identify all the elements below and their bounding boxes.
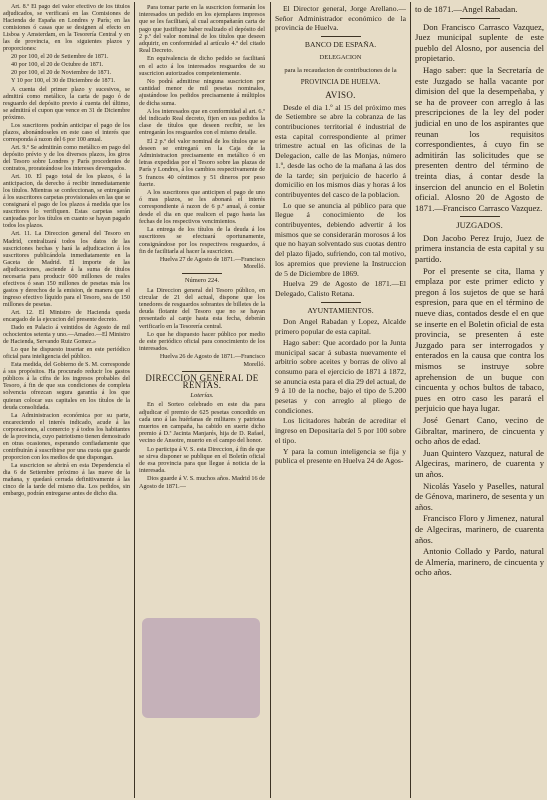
paragraph: Hago saber: que la Secretaría de este Juzgado se halla vacante por dimision del que la desempeñaba, y se ha de proveer con arreglo á las prescripciones de la ley del poder judicial en uno de los aspirantes que reunan los requisitos correspondientes, á cuyo fin se admitirán las solicitudes que se presenten dentro del término de treinta dias, á contar desde la insercion del anuncio en el Boletin oficial. Alosno 20 de Agosto de 1871.—Francisco Carrasco Vazquez.	[415, 64, 544, 213]
paragraph: José Genart Cano, vecino de Gibraltar, marinero, de cincuenta y ocho años de edad.	[415, 414, 544, 447]
section-heading-direction: DIRECCION GENERAL DE RENTAS.	[145, 372, 259, 390]
signature: Huelva 26 de Agosto de 1871.—Francisco Morelló.	[159, 353, 265, 368]
paragraph: Francisco Floro y Jimenez, natural de Algeciras, marinero, de cuarenta años.	[415, 513, 544, 545]
column-3	[272, 4, 409, 796]
paragraph: Y 10 por 100, el 30 de Diciembre de 1871.	[11, 78, 116, 85]
paragraph: Art. 11. La Direccion general del Tesoro en Madrid, centralizará todos los datos de las suscriciones hechas y hará la adjudicacion á los suscritores publicándola inmediatamente en la Gaceta de Madrid. El importe de las adjudicaciones, asciende á la suma de títulos necesaria para producir 600 millones de reales efectivos ó sean 150 millones de pesetas más los gastos y derechos de la emision, de manera que el ingreso efectivo líquido para el Tesoro, sea de 150 millones de pesetas.	[3, 231, 130, 308]
paragraph: Don Francisco Carrasco Vazquez, Juez municipal suplente de este pueblo del Alosno, por ausencia del propietario.	[415, 21, 544, 64]
paragraph: 40 por 100, el 20 de Octubre de 1871.	[11, 62, 104, 69]
paragraph: Lo que he dispuesto insertar en este periódico oficial para inteligencia del público.	[3, 347, 130, 361]
paragraph: Hago saber: Que acordado por la Junta municipal sacar á subasta nuevamente el arbitrio sobre aceites y borras de olivo al consumo para el ejercicio de 1871 á 1872, se anuncia esta para el dia 29 del actual, de 9 á 10 de la noche, bajo el tipo de 5.200 pesetas y con arreglo al pliego de condiciones.	[275, 337, 406, 415]
delegation-subheading: para la recaudacion de contribuciones de la	[284, 66, 397, 74]
paragraph: Y para la comun inteligencia se fija y publica el presente en Huelva 24 de Agos-	[275, 446, 406, 466]
paragraph: 20 por 100, el 20 de Noviembre de 1871.	[11, 70, 112, 77]
section-number-heading: Número 224.	[184, 277, 220, 285]
juzgados-heading: JUZGADOS.	[456, 220, 503, 231]
divider	[460, 216, 500, 217]
paragraph: La entrega de los títulos de la deuda á los suscritores se efectuará oportunamente, consignándose por los respectivos resguardos, á fin de facilitarla al hacer la suscricion.	[139, 226, 265, 255]
section-subheading-loterias: Loterías.	[190, 392, 214, 400]
aviso-heading: AVISO.	[325, 89, 356, 100]
paragraph: Art. 10. El pago total de los plazos, ó la anticipacion, da derecho á recibir inmediatamente los títulos. Mientras se confeccionan, se entregarán á los suscritores carpetas provisionales en las que se consignará el pago de los plazos á medida que los suscritores lo verifiquen. Estas carpetas serán canjeadas por los títulos en cuanto se hayan pagado todos los plazos.	[3, 174, 130, 230]
paragraph: Desde el dia 1.º al 15 del próximo mes de Setiembre se abre la cobranza de las contribuciones territorial é industrial de esta capital correspondiente al primer trimestre actual en las oficinas de la Delegacion, calle de las Monjas, número 1.º, desde las ocho de la mañana á las dos de la tarde; sin perjuicio de hacerlo á domicilio en los mismos dias y horas á los contribuyentes del casco de la poblacion.	[275, 102, 406, 199]
divider	[460, 18, 500, 19]
paragraph: to de 1871.—Angel Rabadan.	[415, 4, 518, 14]
divider	[321, 36, 361, 37]
paragraph: Para tomar parte en la suscricion formarán los interesados un pedido en los ejemplares impresos que se les facilitará, al cual acompañarán carta de pago que justifique haber realizado el depósito del 2 p.º del valor nominal de los títulos que deseen adquirir, en conformidad al artículo 4.º del citado Real Decreto.	[139, 4, 265, 55]
paragraph: Antonio Collado y Pardo, natural de Almería, marinero, de cincuenta y ocho años.	[415, 546, 544, 578]
paragraph: El 2 p.º del valor nominal de los títulos que se deseen se entregará en la Caja de la Administracion precisamente en metálico ó en letras expedidas por el Tesoro sobre las plazas de París y Londres, á los cambios respectivamente de 5 francos 40 céntimos y 51 dineros por peso fuerte.	[139, 137, 265, 188]
paragraph: La Direccion general del Tesoro público, en circular de 21 del actual, dispone que los tenedores de resguardos sobrantes de billetes de la deuda flotante del Tesoro que no se hayan presentado al canje hasta esta fecha, deberán verificarlo en la Tesorería central.	[139, 286, 265, 330]
paragraph: Los suscritores podrán anticipar el pago de los plazos, abonándoseles en este caso el interés que corresponda á razon del 6 por 100 anual.	[3, 122, 130, 143]
column-4	[412, 4, 547, 796]
paragraph: La suscricion se abrirá en esta Dependencia el dia 6 de Setiembre próximo á las nueve de la mañana, y quedará cerrada definitivamente á las cinco de la tarde del mismo dia. Los pedidos, sin embargo, podrán entregarse antes de dicho dia.	[3, 462, 130, 498]
signature: Huelva 29 de Agosto de 1871.—El Delegado, Calisto Retana.	[275, 279, 406, 298]
paragraph: A los suscritores que anticipen el pago de uno ó mas plazos, se les abonará el interés correspondiente á razon de 6 p.º anual, á contar desde el dia en que realicen el pago hasta las fechas de los respectivos vencimientos.	[139, 189, 265, 225]
paragraph: Nicolás Yaselo y Paselles, natural de Génova, marinero, de sesenta y un años.	[415, 480, 544, 512]
paragraph: Los licitadores habrán de acreditar el ingreso en Depositaría del 5 por 100 sobre el tipo.	[275, 416, 406, 445]
signature: Huelva 27 de Agosto de 1871.—Francisco Morelló.	[159, 255, 265, 271]
paragraph: Don Angel Rabadan y Lopez, Alcalde primero popular de esta capital.	[275, 317, 406, 337]
paragraph: Dios guarde á V. S. muchos años. Madrid 16 de Agosto de 1871.—	[139, 475, 265, 490]
paragraph: La Administracion económica por su parte, encareciendo el interés indicado, acude á las corporaciones, al comercio y á todos los habitantes de la provincia, cuyo patriotismo tienen demostrado en otras ocasiones, esperando confiadamente que contribuirán á suscribirse por una cuota que guarde proporcion con los medios de que dispongan.	[3, 412, 130, 461]
bank-heading: BANCO DE ESPAÑA.	[304, 40, 377, 50]
paragraph: A los interesados que en conformidad al art. 6.º del indicado Real decreto, fijen en sus pedidos la clase de títulos que deseen recibir, se les entregarán los resguardos con el mismo detalle.	[139, 107, 265, 137]
column-rule	[134, 2, 135, 798]
province-heading: PROVINCIA DE HUELVA.	[300, 78, 381, 87]
paragraph: Por el presente se cita, llama y emplaza por este primer edicto y pregon á los sujetos de que se hará espresion, para que en el término de nueve dias, contados desde el en que se inserte en el Boletin oficial de esta provincia, se presenten á este Juzgado para ser interrogados y enterados en la causa que contra los mismos se instruye sobre aprehension de un buque con cincuenta y ochos bultos de tabaco, pues en otro caso les parará el perjuicio que haya lugar.	[415, 265, 544, 414]
paragraph: Esta medida, del Gobierno de S. M. corresponde á sus propósitos. Ha procurado reducir los gastos públicos á la cifra de los ingresos probables del Tesoro, á fin de que sus condiciones de completa solvencia ofrezcan segura garantía á los que quieran colocar sus capitales en los títulos de la deuda consolidada.	[3, 362, 130, 411]
paragraph: En el Sorteo celebrado en este dia para adjudicar el premio de 625 pesetas concedido en cada uno á las huérfanas de militares y patriotas muertos en campaña, ha cabido en suerte dicho premio á D.ª Jacinta Manjarés, hija de D. Rafael, vecino de Ansotre, muerto en el campo del honor.	[139, 401, 265, 445]
paragraph: A cuenta del primer plazo y sucesivos, se admitirá como metálico, la carta de pago ó de resguardo del depósito previo á cuenta del último, se admitirá el cupon que vence en 31 de Diciembre próximo.	[3, 86, 130, 121]
paragraph: Lo que he dispuesto hacer público por medio de este periódico oficial para conocimiento de los interesados.	[139, 330, 265, 353]
paragraph: Juan Quintero Vazquez, natural de Algeciras, marinero, de cuarenta y un años.	[415, 447, 544, 479]
column-rule	[410, 2, 411, 798]
paragraph: Art. 12. El Ministro de Hacienda queda encargado de la ejecucion del presente decreto.	[3, 309, 130, 324]
divider	[321, 302, 361, 303]
paragraph: No podrá admitirse ninguna suscricion por cantidad menor de mil pesetas nominales, ajustándose los pedidos precisamente á múltiplos de dicha suma.	[139, 78, 265, 107]
paragraph: El Director general, Jorge Arellano.—Señor Administrador económico de la provincia de Huelva.	[275, 4, 406, 33]
divider	[182, 273, 222, 274]
paragraph: Dado en Palacio á veintidos de Agosto de mil ochocientos setenta y uno.—Amadeo.—El Ministro de Hacienda, Servando Ruiz Gomez.»	[3, 325, 130, 346]
delegation-heading: DELEGACION	[319, 53, 362, 61]
ayuntamientos-heading: AYUNTAMIENTOS.	[307, 305, 374, 315]
column-2	[136, 4, 268, 796]
paragraph: En equivalencia de dicho pedido se facilitará en el acto á los interesados resguardos de su suscricion autorizados competentemente.	[139, 55, 265, 77]
paragraph: Lo participa á V. S. esta Direccion, á fin de que se sirva disponer se publique en el Boletín oficial de esa provincia para que llegue á noticia de la interesada.	[139, 445, 265, 475]
paragraph: Art. 8.º El pago del valor efectivo de los títulos adjudicados, se verificará en las Comisiones de Hacienda de España en Londres y París; en las comisiones ó casas que se designen al efecto en Lisboa y Amsterdam, en la Tesorería Central y en las de provincia, en los siguientes plazos y proporciones:	[3, 4, 130, 53]
paragraph: Don Jacobo Perez Irujo, Juez de primera instancia de esta capital y su partido.	[415, 232, 544, 265]
paragraph: Lo que se anuncia al público para que llegue á conocimiento de los contribuyentes, debiendo advertir á los mismos que se considerarán morosos á los que no hayan solventado sus cuotas dentro del plazo fijado, sufriendo, con tal motivo, los apremios que previene la Instruccion de 5 de Diciembre de 1869.	[275, 200, 406, 278]
divider	[182, 371, 222, 372]
column-rule	[270, 2, 271, 798]
paragraph: Art. 9.º Se admitirán como metálico en pago del depósito prévio y de los diversos plazos, los giros del Tesoro sobre Londres y París procedentes de contratos, prorateándose los intereses devengados.	[3, 144, 130, 173]
paragraph: 20 por 100, el 20 de Setiembre de 1871.	[11, 54, 109, 61]
column-1	[0, 4, 133, 796]
